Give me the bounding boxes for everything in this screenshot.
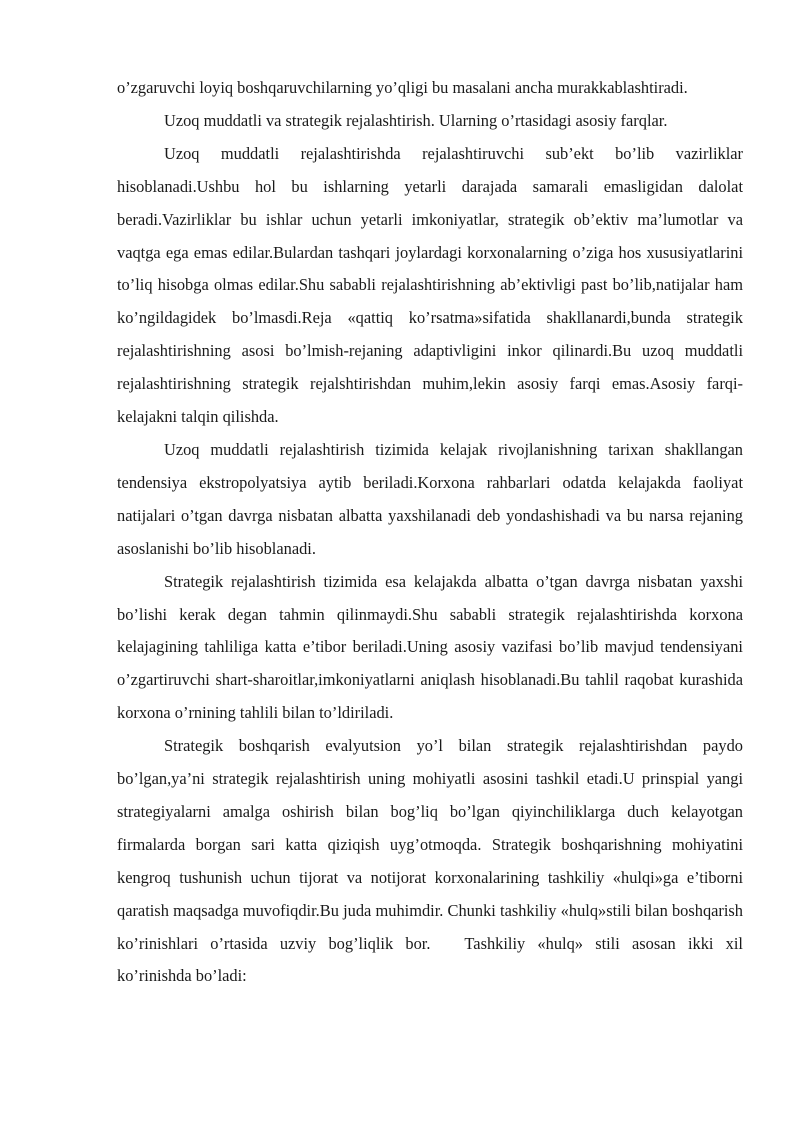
closing-sentence: Tashkiliy «hulq» stili asosan ikki xil ko’rinishda bo’ladi: [117, 933, 743, 986]
paragraph: Strategik rejalashtirish tizimida esa kelajakda albatta o’tgan davrga nisbatan yaxshi bo’lishi kerak degan tahmin qilinmaydi.Shu sababli strategik rejalashtirishda korxona kelajagining tahliliga katta e’tibor beriladi.Uning asosiy vazifasi bo’lib mavjud tendensiyani o’zgartiruvchi shart-sharoitlar,imkoniyatlarni aniqlash hisoblanadi.Bu tahlil raqobat kurashida korxona o’rnining tahlili bilan to’ldiriladi. [117, 571, 743, 723]
paragraph-continuation: o’zgaruvchi loyiq boshqaruvchilarning yo’qligi bu masalani ancha murakkablashtiradi. [117, 78, 688, 97]
document-body [117, 72, 743, 993]
paragraph-last [117, 730, 743, 993]
paragraph: Uzoq muddatli rejalashtirishda rejalashtiruvchi sub’ekt bo’lib vazirliklar hisoblanadi.Ushbu hol bu ishlarning yetarli darajada samarali emasligidan dalolat beradi.Vazirliklar bu ishlar uchun yetarli imkoniyatlar, strategik ob’ektiv ma’lumotlar va vaqtga ega emas edilar.Bulardan tashqari joylardagi korxonalarning o’ziga hos xususiyatlarini to’liq hisobga olmas edilar.Shu sababli rejalashtirishning ab’ektivligi past bo’lib,natijalar ham ko’ngildagidek bo’lmasdi.Reja «qattiq ko’rsatma»sifatida shakllanardi,bunda strategik rejalashtirishning asosi bo’lmish-rejaning adaptivligini inkor qilinardi.Bu uzoq muddatli rejalashtirishning strategik rejalshtirishdan muhim,lekin asosiy farqi emas.Asosiy farqi-kelajakni talqin qilishda. [117, 143, 743, 427]
section-heading: Uzoq muddatli va strategik rejalashtirish. Ularning o’rtasidagi asosiy farqlar. [164, 110, 668, 130]
paragraph-text: Strategik boshqarish evalyutsion yo’l bilan strategik rejalashtirishdan paydo bo’lgan,ya’ni strategik rejalashtirish uning mohiyatli asosini tashkil etadi.U prinspial yangi strategiyalarni amalga oshirish bilan bog’liq bo’lgan qiyinchiliklarga duch kelayotgan firmalarda borgan sari katta qiziqish uyg’otmoqda. Strategik boshqarishning mohiyatini kengroq tushunish uchun tijorat va notijorat korxonalarining tashkiliy «hulqi»ga e’tiborni qaratish maqsadga muvofiqdir.Bu juda muhimdir. Chunki tashkiliy «hulq»stili bilan boshqarish ko’rinishlari o’rtasida uzviy bog’liqlik bor. [117, 736, 743, 953]
paragraph: Uzoq muddatli rejalashtirish tizimida kelajak rivojlanishning tarixan shakllangan tendensiya ekstropolyatsiya aytib beriladi.Korxona rahbarlari odatda kelajakda faoliyat natijalari o’tgan davrga nisbatan albatta yaxshilanadi deb yondashishadi va bu narsa rejaning asoslanishi bo’lib hisoblanadi. [117, 439, 743, 558]
